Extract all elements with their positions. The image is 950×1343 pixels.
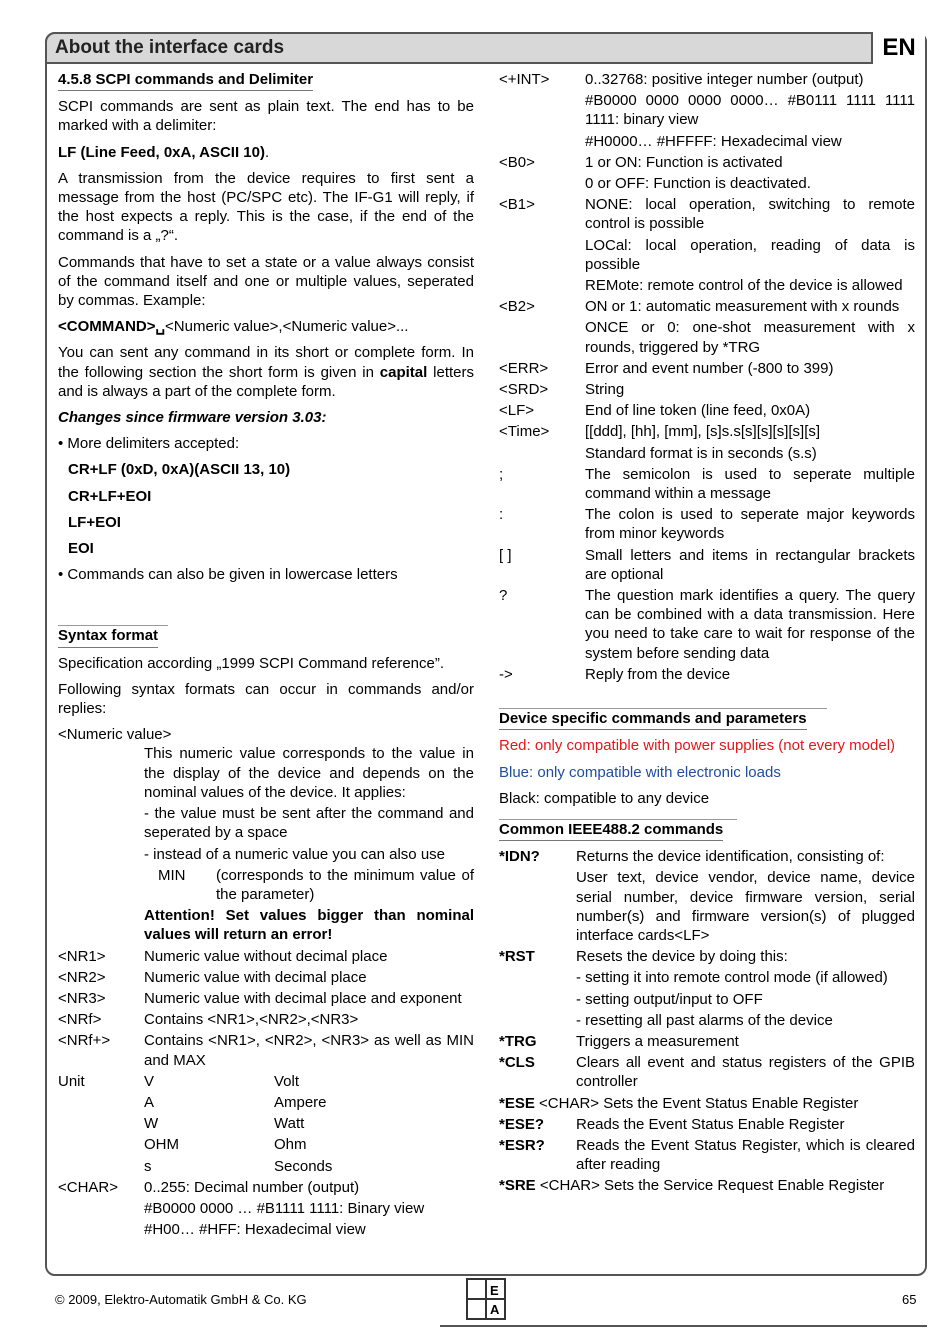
example-command: <COMMAND>␣<Numeric value>,<Numeric value>... [58,318,409,336]
err-row: <ERR> Error and event number (-800 to 399) [499,359,834,377]
unit-row: OHM Ohm [144,1136,307,1154]
copyright: © 2009, Elektro-Automatik GmbH & Co. KG [55,1292,307,1307]
definition: - the value must be sent after the command and seperated by a space [144,805,474,842]
definition: - instead of a numeric value you can also use [144,845,446,863]
svg-text:E: E [490,1283,499,1298]
nr-row: <NR1> Numeric value without decimal place [58,947,388,965]
section-title-scpi: 4.5.8 SCPI commands and Delimiter [58,70,313,91]
definition: - resetting all past alarms of the device [576,1011,833,1029]
page-number: 65 [902,1292,917,1307]
unit-row: A Ampere [144,1093,327,1111]
nr-row: <NR2> Numeric value with decimal place [58,968,367,986]
bullet-item: • More delimiters accepted: [58,435,240,453]
paragraph: LF (Line Feed, 0xA, ASCII 10). [58,143,270,161]
delimiter-item: CR+LF (0xD, 0xA)(ASCII 13, 10) [68,461,291,479]
brackets-row: [ ] Small letters and items in rectangular brackets are optional [499,546,915,583]
b2-row: <B2> ON or 1: automatic measurement with x rounds [499,298,900,316]
cmd-row: *ESE <CHAR> Sets the Event Status Enable Register [499,1094,859,1112]
definition: - setting output/input to OFF [576,990,763,1008]
bullet-item: • Commands can also be given in lowercase letters [58,566,398,584]
paragraph: You can sent any command in its short or complete form. In the following section the short form is given in capital letters and is always a part of the complete form. [58,344,474,400]
language-tag: EN [871,32,925,64]
nr-row: <NRf+> Contains <NR1>, <NR2>, <NR3> as well as MIN and MAX [58,1032,474,1069]
unit-row: Unit V Volt [58,1072,300,1090]
definition: LOCal: local operation, reading of data is possible [585,236,915,273]
definition: - setting it into remote control mode (if allowed) [576,969,888,987]
paragraph: Following syntax formats can occur in commands and/or replies: [58,680,474,718]
definition: #B0000 0000 … #B1111 1111: Binary view [144,1199,425,1217]
cmd-row: *IDN? Returns the device identification, consisting of: [499,848,885,866]
cmd-row: *ESE? Reads the Event Status Enable Register [499,1115,845,1133]
cmd-row: *ESR? Reads the Event Status Register, which is cleared after reading [499,1136,915,1174]
definition: #H00… #HFF: Hexadecimal view [144,1221,366,1239]
lf-row: <LF> End of line token (line feed, 0x0A) [499,402,811,420]
changes-heading: Changes since firmware version 3.03: [58,409,327,427]
definition: User text, device vendor, device name, device serial number, device firmware version, serial number(s) and firmware version(s) of plugged interface cards<LF> [576,869,915,944]
char-row: <CHAR> 0..255: Decimal number (output) [58,1178,360,1196]
attention-note: Attention! Set values bigger than nominal values will return an error! [144,907,474,944]
definition: REMote: remote control of the device is allowed [585,277,903,295]
left-column [58,70,474,1241]
definition: Standard format is in seconds (s.s) [585,444,817,462]
query-row: ? The question mark identifies a query. The query can be combined with a data transmission. Here you need to take care to wait for response of the system before sending data [499,587,915,662]
cmd-row: *SRE <CHAR> Sets the Service Request Enable Register [499,1177,885,1195]
delimiter-item: EOI [68,540,94,558]
nr-row: <NR3> Numeric value with decimal place and exponent [58,989,462,1007]
paragraph: A transmission from the device requires to first sent a message from the host (PC/SPC etc). The IF-G1 will reply, if the host expects a reply. This is the case, if the end of the command is a „?“. [58,169,474,245]
delimiter-item: LF+EOI [68,513,121,531]
footer-rule [440,1325,927,1327]
int-row: <+INT> 0..32768: positive integer number (output) [499,71,864,88]
definition: #B0000 0000 0000 0000… #B0111 1111 1111 1111: binary view [585,92,915,129]
delimiter-item: CR+LF+EOI [68,487,152,505]
legend-blue: Blue: only compatible with electronic loads [499,763,781,781]
legend-black: Black: compatible to any device [499,789,710,807]
semicolon-row: ; The semicolon is used to seperate multiple command within a message [499,465,915,503]
paragraph: SCPI commands are sent as plain text. The end has to be marked with a delimiter: [58,98,474,135]
b1-row: <B1> NONE: local operation, switching to remote control is possible [499,196,915,233]
min-row: MIN (corresponds to the minimum value of the parameter) [158,866,474,903]
definition: ONCE or 0: one-shot measurement with x rounds, triggered by *TRG [585,319,915,356]
cmd-row: *CLS Clears all event and status registers of the GPIB controller [499,1054,915,1091]
time-row: <Time> [[ddd], [hh], [mm], [s]s.s[s][s][s][s][s] [499,423,821,441]
srd-row: <SRD> String [499,381,625,399]
cmd-row: *RST Resets the device by doing this: [499,948,788,966]
definition: 0 or OFF: Function is deactivated. [585,175,811,193]
reply-row: -> Reply from the device [499,665,731,683]
section-title-syntax: Syntax format [58,626,158,647]
unit-row: s Seconds [144,1157,333,1175]
section-title-ieee: Common IEEE488.2 commands [499,820,723,841]
colon-row: : The colon is used to seperate major keywords from minor keywords [499,506,915,543]
definition: This numeric value corresponds to the value in the display of the device and depends on the nominal values of the device. It applies: [144,745,474,801]
ea-logo-icon [466,1278,506,1320]
b0-row: <B0> 1 or ON: Function is activated [499,153,783,171]
cmd-row: *TRG Triggers a measurement [499,1032,739,1050]
definition: #H0000… #HFFFF: Hexadecimal view [585,132,842,150]
page-title: About the interface cards [55,37,285,58]
unit-row: W Watt [144,1115,305,1133]
legend-red: Red: only compatible with power supplies (not every model) [499,737,896,755]
page-header [45,32,927,64]
nr-row: <NRf> Contains <NR1>,<NR2>,<NR3> [58,1011,359,1029]
section-title-device-specific: Device specific commands and parameters [499,709,807,730]
paragraph: Commands that have to set a state or a value always consist of the command itself and one or multiple values, seperated by commas. Example: [58,253,474,310]
right-column [499,70,915,1196]
paragraph: Specification according „1999 SCPI Command reference”. [58,654,445,672]
term-numeric-value: <Numeric value> [58,726,172,744]
svg-text:A: A [490,1302,500,1317]
